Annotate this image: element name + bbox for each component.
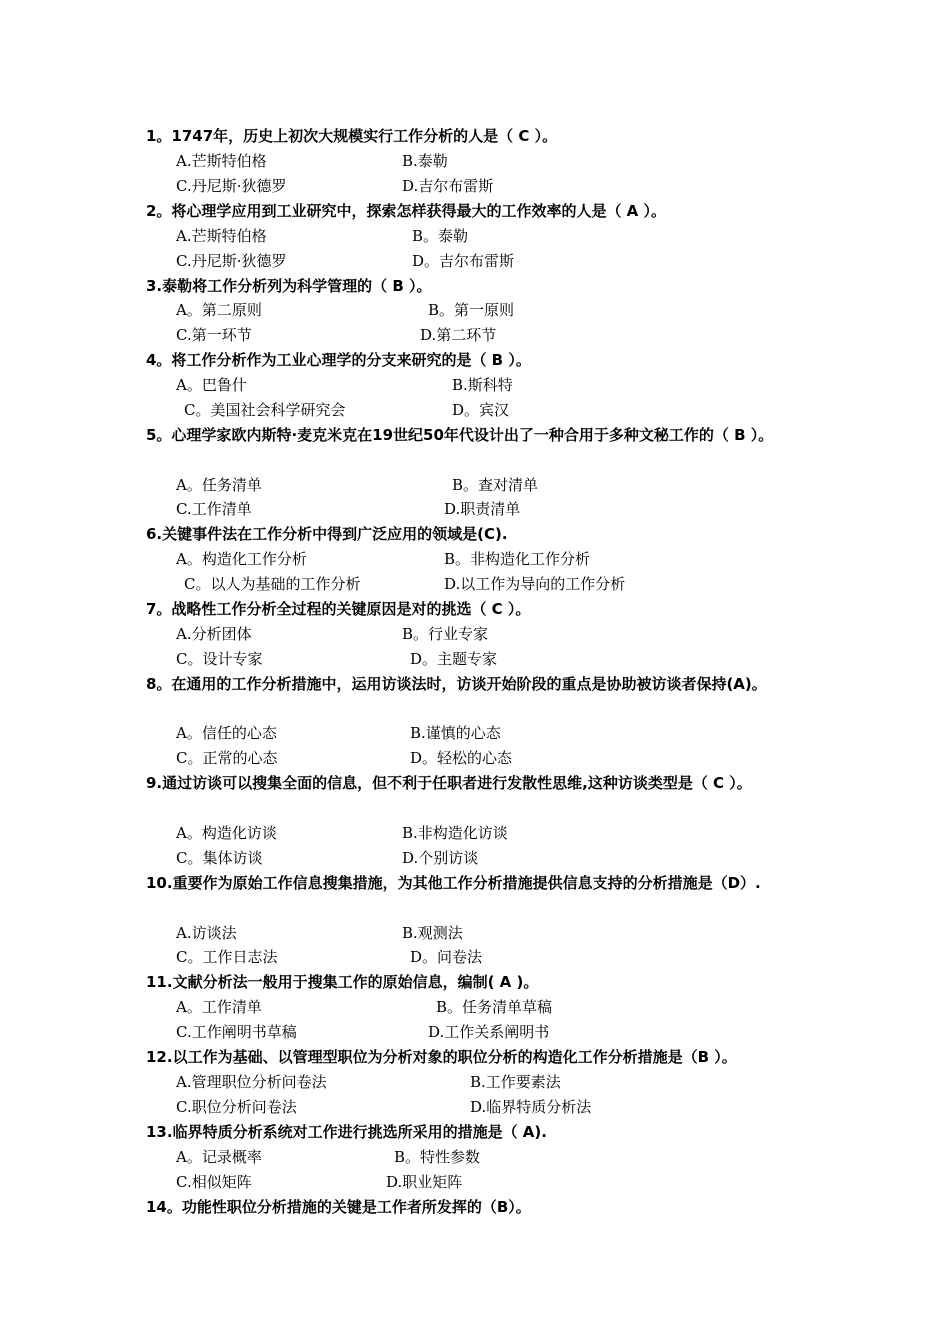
question-3: 3.泰勒将工作分析列为科学管理的（ B ）。 (146, 277, 432, 295)
q5-option-d: D.职责清单 (444, 500, 521, 518)
q13-option-d: D.职业矩阵 (386, 1173, 463, 1191)
q7-option-c: C。设计专家 (176, 650, 263, 668)
q10-option-a: A.访谈法 (176, 924, 237, 942)
question-8: 8。在通用的工作分析措施中，运用访谈法时，访谈开始阶段的重点是协助被访谈者保持(A)。 (146, 675, 767, 693)
q7-option-d: D。主题专家 (410, 650, 498, 668)
q8-option-b: B.谨慎的心态 (410, 724, 501, 742)
q2-option-b: B。泰勒 (412, 227, 469, 245)
question-5: 5。心理学家欧内斯特·麦克米克在19世纪50年代设计出了一种合用于多种文秘工作的（ B ）。 (146, 426, 774, 444)
q11-option-c: C.工作阐明书草稿 (176, 1023, 297, 1041)
q2-option-c: C.丹尼斯·狄德罗 (176, 252, 287, 270)
q6-option-c: C。以人为基础的工作分析 (184, 575, 361, 593)
q9-option-c: C。集体访谈 (176, 849, 263, 867)
question-10: 10.重要作为原始工作信息搜集措施，为其他工作分析措施提供信息支持的分析措施是（D）. (146, 874, 761, 892)
question-6: 6.关键事件法在工作分析中得到广泛应用的领域是(C). (146, 525, 508, 543)
q11-option-d: D.工作关系阐明书 (428, 1023, 550, 1041)
q5-option-a: A。任务清单 (176, 476, 262, 494)
q8-option-c: C。正常的心态 (176, 749, 278, 767)
q4-option-d: D。宾汉 (452, 401, 510, 419)
q1-option-a: A.芒斯特伯格 (176, 152, 267, 170)
question-12: 12.以工作为基础、以管理型职位为分析对象的职位分析的构造化工作分析措施是（B ）。 (146, 1048, 737, 1066)
q12-option-b: B.工作要素法 (470, 1073, 561, 1091)
q13-option-b: B。特性参数 (394, 1148, 481, 1166)
q4-option-b: B.斯科特 (452, 376, 513, 394)
q1-option-b: B.泰勒 (402, 152, 448, 170)
q8-option-d: D。轻松的心态 (410, 749, 513, 767)
q6-option-a: A。构造化工作分析 (176, 550, 307, 568)
q9-option-a: A。构造化访谈 (176, 824, 277, 842)
q2-option-d: D。吉尔布雷斯 (412, 252, 515, 270)
q6-option-b: B。非构造化工作分析 (444, 550, 591, 568)
q11-option-a: A。工作清单 (176, 998, 262, 1016)
question-4: 4。将工作分析作为工业心理学的分支来研究的是（ B ）。 (146, 351, 531, 369)
question-9: 9.通过访谈可以搜集全面的信息，但不利于任职者进行发散性思维,这种访谈类型是（ C ）。 (146, 774, 752, 792)
question-14: 14。功能性职位分析措施的关键是工作者所发挥的（B）。 (146, 1198, 531, 1216)
q10-option-d: D。问卷法 (410, 948, 483, 966)
q4-option-a: A。巴鲁什 (176, 376, 247, 394)
q6-option-d: D.以工作为导向的工作分析 (444, 575, 626, 593)
q10-option-b: B.观测法 (402, 924, 463, 942)
q12-option-d: D.临界特质分析法 (470, 1098, 592, 1116)
q13-option-a: A。记录概率 (176, 1148, 262, 1166)
question-13: 13.临界特质分析系统对工作进行挑选所采用的措施是（ A). (146, 1123, 547, 1141)
q3-option-d: D.第二环节 (420, 326, 497, 344)
question-1: 1。1747年，历史上初次大规模实行工作分析的人是（ C ）。 (146, 127, 558, 145)
q3-option-b: B。第一原则 (428, 301, 515, 319)
q10-option-c: C。工作日志法 (176, 948, 278, 966)
q4-option-c: C。美国社会科学研究会 (184, 401, 346, 419)
question-11: 11.文献分析法一般用于搜集工作的原始信息，编制( A )。 (146, 973, 539, 991)
q12-option-a: A.管理职位分析问卷法 (176, 1073, 327, 1091)
q1-option-d: D.吉尔布雷斯 (402, 177, 494, 195)
q9-option-d: D.个别访谈 (402, 849, 479, 867)
q2-option-a: A.芒斯特伯格 (176, 227, 267, 245)
question-2: 2。将心理学应用到工业研究中，探索怎样获得最大的工作效率的人是（ A ）。 (146, 202, 666, 220)
q12-option-c: C.职位分析问卷法 (176, 1098, 297, 1116)
question-7: 7。战略性工作分析全过程的关键原因是对的挑选（ C ）。 (146, 600, 531, 618)
q3-option-c: C.第一环节 (176, 326, 252, 344)
q9-option-b: B.非构造化访谈 (402, 824, 508, 842)
q8-option-a: A。信任的心态 (176, 724, 277, 742)
q11-option-b: B。任务清单草稿 (436, 998, 553, 1016)
q7-option-b: B。行业专家 (402, 625, 489, 643)
q5-option-c: C.工作清单 (176, 500, 252, 518)
q1-option-c: C.丹尼斯·狄德罗 (176, 177, 287, 195)
q5-option-b: B。查对清单 (452, 476, 539, 494)
q3-option-a: A。第二原则 (176, 301, 262, 319)
q7-option-a: A.分析团体 (176, 625, 252, 643)
q13-option-c: C.相似矩阵 (176, 1173, 252, 1191)
